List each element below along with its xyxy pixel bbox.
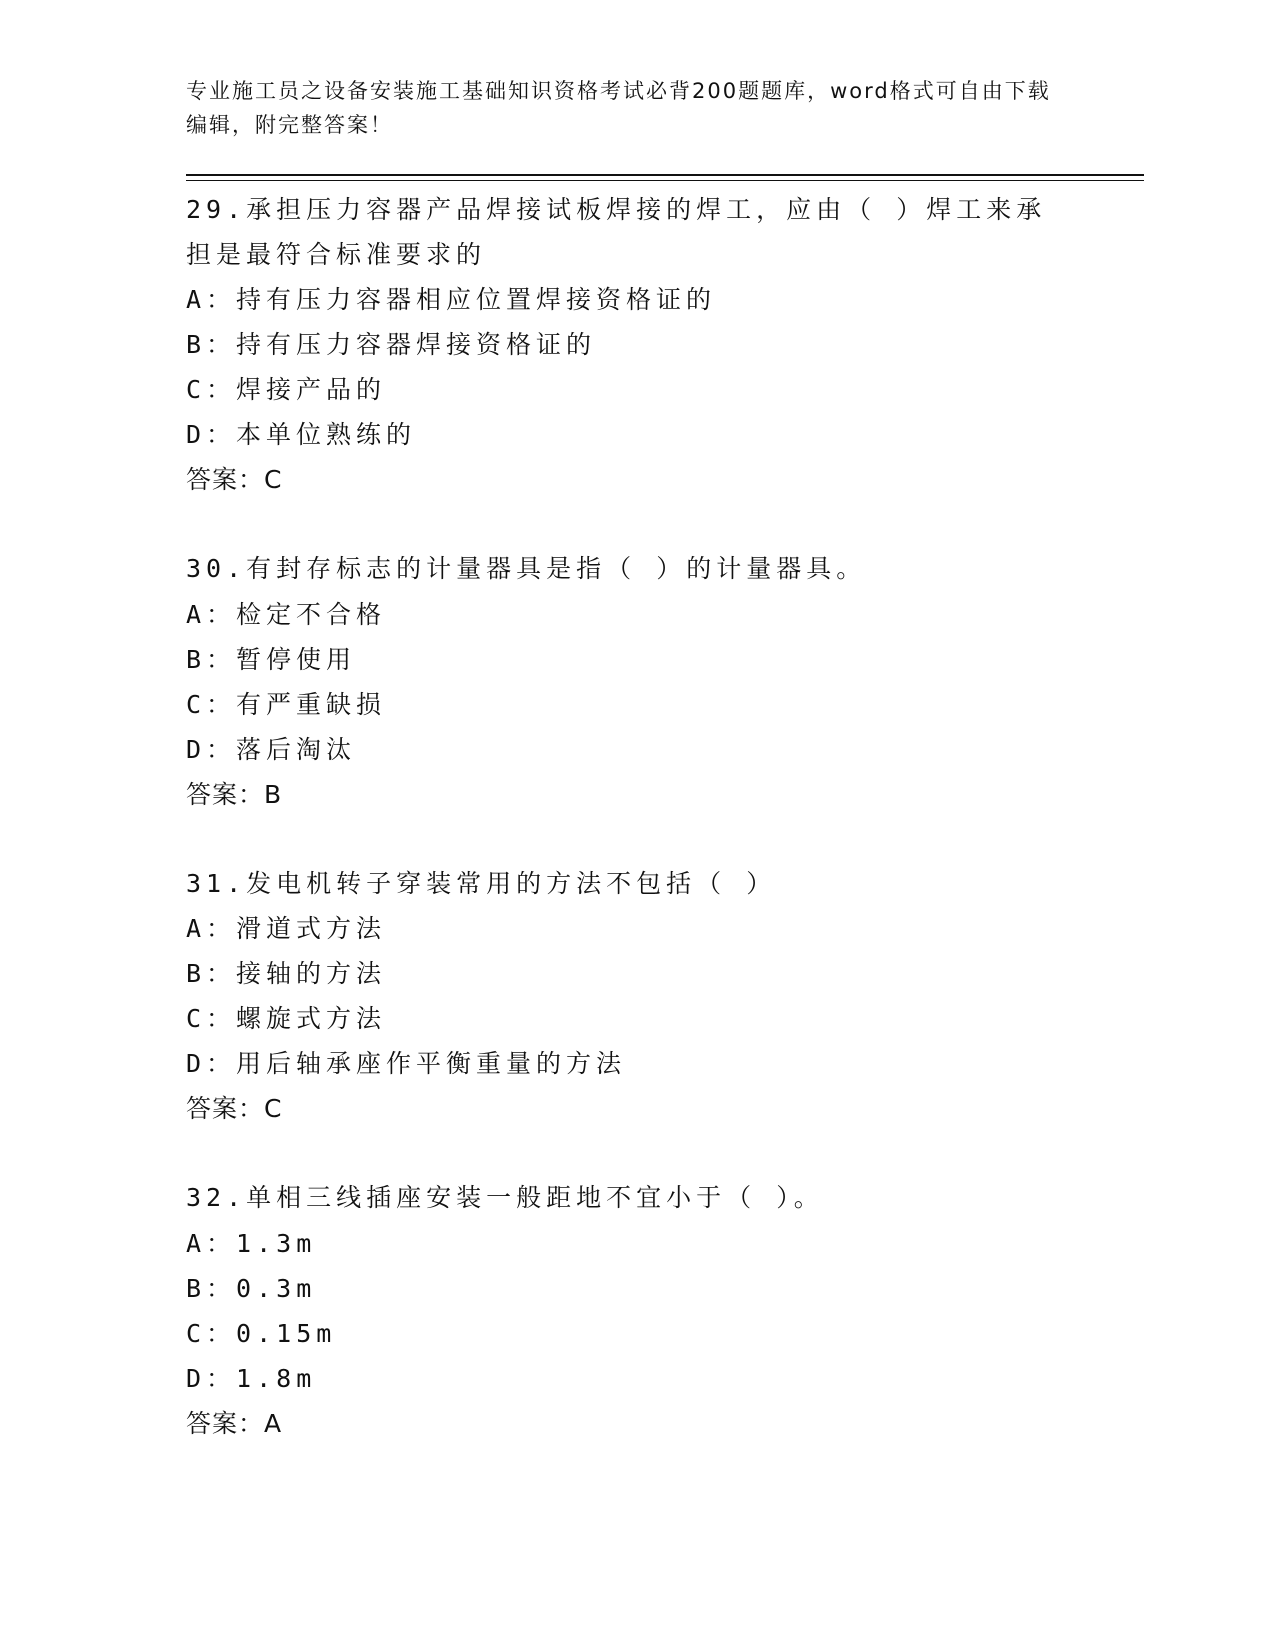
option-a: A：持有压力容器相应位置焊接资格证的 (186, 285, 717, 314)
option-d: D：1.8m (186, 1363, 317, 1393)
question-stem: 31.发电机转子穿装常用的方法不包括（ ） (186, 868, 777, 898)
option-c: C：焊接产品的 (186, 375, 387, 404)
question-stem: 30.有封存标志的计量器具是指（ ）的计量器具。 (186, 554, 867, 583)
question-block (186, 188, 1066, 502)
option-a: A：1.3m (186, 1228, 317, 1258)
question-block (186, 1176, 1066, 1446)
question-block (186, 862, 1066, 1132)
option-c: C：有严重缺损 (186, 689, 387, 719)
answer-line: 答案：C (186, 1094, 283, 1123)
option-d: D：本单位熟练的 (186, 420, 417, 449)
option-b: B：0.3m (186, 1273, 317, 1303)
option-a: A：滑道式方法 (186, 914, 387, 943)
option-b: B：接轴的方法 (186, 959, 387, 988)
document-header: 专业施工员之设备安装施工基础知识资格考试必背200题题库，word格式可自由下载编辑，附完整答案！ (186, 79, 1051, 137)
option-d: D：用后轴承座作平衡重量的方法 (186, 1049, 627, 1078)
question-block (186, 547, 1066, 817)
header-divider-thin (186, 180, 1144, 181)
answer-line: 答案：C (186, 465, 283, 494)
option-c: C：0.15m (186, 1318, 337, 1348)
option-a: A：检定不合格 (186, 599, 387, 629)
header-divider-thick (186, 174, 1144, 176)
option-c: C：螺旋式方法 (186, 1004, 387, 1033)
answer-line: 答案：A (186, 1408, 283, 1438)
answer-line: 答案：B (186, 779, 283, 809)
question-stem: 32.单相三线插座安装一般距地不宜小于（ ）。 (186, 1183, 824, 1212)
option-b: B：暂停使用 (186, 644, 357, 674)
question-stem: 29.承担压力容器产品焊接试板焊接的焊工，应由（ ）焊工来承担是最符合标准要求的 (186, 195, 1047, 269)
option-b: B：持有压力容器焊接资格证的 (186, 330, 597, 359)
question-list (186, 188, 1066, 1491)
option-d: D：落后淘汰 (186, 734, 357, 764)
